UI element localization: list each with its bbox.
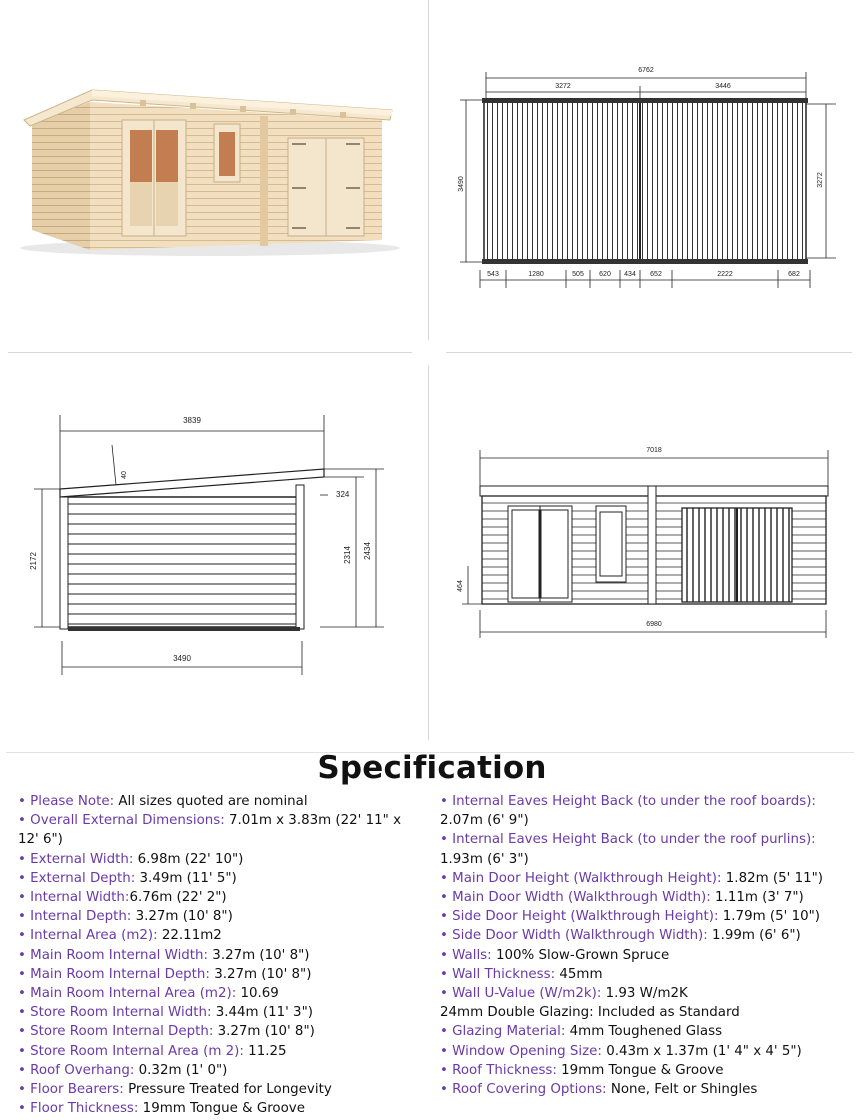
spec-item-label: • Internal Area (m2):	[18, 928, 158, 944]
plan-dim-top-left: 3272	[555, 83, 571, 90]
side-dim-inner-height: 2314	[343, 546, 352, 564]
spec-item-label: • Side Door Width (Walkthrough Width):	[440, 928, 708, 944]
spec-item-value: 10.69	[236, 986, 279, 1002]
side-dim-pitch: 40	[121, 471, 128, 479]
spec-item	[440, 1042, 850, 1061]
spec-item-label: • Roof Covering Options:	[440, 1082, 607, 1098]
spec-item-value: 1.79m (5' 10")	[718, 909, 820, 925]
spec-item-label: • Main Room Internal Depth:	[18, 966, 210, 982]
side-dim-width-top: 3839	[183, 416, 201, 425]
spec-list-right	[440, 792, 850, 1099]
spec-item	[440, 792, 850, 830]
spec-item-label: • Please Note:	[18, 794, 115, 809]
spec-item-label: • Internal Depth:	[18, 909, 132, 925]
spec-item-value: Pressure Treated for Longevity	[123, 1082, 332, 1098]
spec-item-value: 1.93m (6' 3")	[440, 851, 529, 867]
spec-item-label: • Main Door Height (Walkthrough Height):	[440, 870, 722, 886]
spec-item-value: 3.27m (10' 8")	[131, 909, 233, 925]
spec-item	[18, 1022, 418, 1041]
plan-drawing	[450, 60, 850, 300]
spec-item-value: 1.99m (6' 6")	[707, 928, 801, 944]
spec-item	[18, 888, 418, 907]
front-dim-width-bottom: 6980	[646, 621, 662, 628]
front-dim-width-top: 7018	[646, 447, 662, 454]
spec-item	[18, 926, 418, 945]
spec-item-value: 3.49m (11' 5")	[135, 870, 237, 886]
spec-item-value: 19mm Tongue & Groove	[556, 1062, 724, 1078]
spec-item-value: 0.32m (1' 0")	[134, 1062, 228, 1078]
spec-item-label: • Wall U-Value (W/m2k):	[440, 986, 602, 1002]
spec-item	[18, 965, 418, 984]
spec-item	[440, 1061, 850, 1080]
spec-item-label: • Glazing Material:	[440, 1024, 566, 1040]
spec-item-label: • External Depth:	[18, 870, 136, 886]
spec-item	[18, 792, 418, 811]
spec-item-value: 6.98m (22' 10")	[133, 851, 244, 867]
spec-item	[18, 811, 418, 849]
spec-item	[440, 984, 850, 1003]
spec-item-value: 0.43m x 1.37m (1' 4" x 4' 5")	[601, 1043, 802, 1059]
plan-dim-bottom-4: 620	[599, 271, 611, 278]
spec-item	[440, 869, 850, 888]
spec-item-label: • Internal Eaves Height Back (to under the roof purlins):	[440, 832, 816, 848]
grid-divider-vertical-top	[428, 0, 429, 340]
plan-dim-bottom-7: 2222	[717, 271, 733, 278]
spec-item-label: • Internal Eaves Height Back (to under the roof boards):	[440, 794, 816, 809]
spec-item-label: • Overall External Dimensions:	[18, 813, 225, 829]
spec-item	[440, 965, 850, 984]
spec-item-value: None, Felt or Shingles	[606, 1082, 758, 1098]
spec-item	[440, 1003, 850, 1022]
spec-item-value: 22.11m2	[157, 928, 222, 944]
spec-item-value: 1.82m (5' 11")	[721, 870, 824, 886]
spec-item-value: 3.27m (10' 8")	[209, 966, 312, 982]
spec-item	[440, 926, 850, 945]
spec-item	[440, 946, 850, 965]
spec-item	[18, 869, 418, 888]
spec-item-label: • Side Door Height (Walkthrough Height):	[440, 909, 719, 925]
spec-item	[18, 907, 418, 926]
spec-item-label: • Floor Bearers:	[18, 1082, 124, 1098]
spec-item-label: • Floor Thickness:	[18, 1101, 139, 1117]
spec-item	[440, 1022, 850, 1041]
spec-item	[18, 850, 418, 869]
spec-item-label: • Main Room Internal Width:	[18, 947, 209, 963]
side-dim-outer-height: 2434	[363, 542, 372, 560]
side-dim-width-bottom: 3490	[173, 654, 191, 663]
spec-list-left	[18, 792, 418, 1118]
spec-item-value: 4mm Toughened Glass	[565, 1024, 723, 1040]
side-dim-left-height: 2172	[29, 552, 38, 570]
spec-item-value: 1.11m (3' 7")	[710, 890, 804, 906]
front-elevation-drawing	[450, 440, 850, 640]
spec-item	[18, 1080, 418, 1099]
spec-item	[18, 1003, 418, 1022]
side-elevation-drawing	[20, 405, 420, 685]
spec-item-label: • Walls:	[440, 947, 492, 963]
spec-item-value: 6.76m (22' 2")	[129, 890, 227, 906]
grid-divider-horizontal-right	[446, 352, 852, 353]
plan-dim-bottom-1: 543	[487, 271, 499, 278]
spec-item-value: All sizes quoted are nominal	[114, 794, 308, 809]
spec-item-label: • Main Door Width (Walkthrough Width):	[440, 890, 711, 906]
spec-item-value: 3.44m (11' 3")	[211, 1005, 313, 1021]
plan-dim-overall: 6762	[638, 67, 654, 74]
plan-dim-bottom-6: 652	[650, 271, 662, 278]
spec-item-value: 45mm	[555, 966, 603, 982]
side-dim-overhang: 324	[336, 490, 350, 499]
spec-item	[440, 830, 850, 868]
cabin-render	[10, 80, 410, 260]
spec-item-value: 100% Slow-Grown Spruce	[491, 947, 670, 963]
spec-item	[18, 1061, 418, 1080]
spec-item-value: 11.25	[243, 1043, 287, 1059]
spec-item	[440, 888, 850, 907]
spec-item	[18, 984, 418, 1003]
spec-item-label: • Store Room Internal Depth:	[18, 1024, 214, 1040]
spec-item-label: • Main Room Internal Area (m2):	[18, 986, 237, 1002]
spec-item-label: • Window Opening Size:	[440, 1043, 602, 1059]
grid-divider-horizontal-left	[8, 352, 412, 353]
spec-item	[440, 907, 850, 926]
front-dim-sill: 464	[457, 580, 464, 592]
spec-item-label: • Store Room Internal Area (m 2):	[18, 1043, 244, 1059]
spec-item	[18, 1042, 418, 1061]
spec-item-value: 1.93 W/m2K	[601, 986, 688, 1002]
spec-item-label: • External Width:	[18, 851, 134, 867]
plan-dim-bottom-3: 505	[572, 271, 584, 278]
plan-dim-bottom-2: 1280	[528, 271, 544, 278]
spec-item	[18, 1099, 418, 1118]
spec-item	[440, 1080, 850, 1099]
spec-item-value: 3.27m (10' 8")	[208, 947, 310, 963]
spec-item-label: • Store Room Internal Width:	[18, 1005, 212, 1021]
spec-item-value: 3.27m (10' 8")	[213, 1024, 315, 1040]
plan-dim-bottom-5: 434	[624, 271, 636, 278]
plan-dim-bottom-8: 682	[788, 271, 800, 278]
spec-item-value: 24mm Double Glazing: Included as Standard	[440, 1005, 740, 1021]
spec-item-label: • Roof Thickness:	[440, 1062, 557, 1078]
plan-dim-top-right: 3446	[715, 83, 731, 90]
plan-dim-left-depth: 3490	[458, 176, 465, 192]
spec-title: Specification	[317, 750, 547, 786]
spec-item-label: • Wall Thickness:	[440, 966, 556, 982]
grid-divider-vertical-bottom	[428, 365, 429, 740]
spec-item-value: 19mm Tongue & Groove	[138, 1101, 305, 1117]
plan-dim-right-depth: 3272	[817, 172, 824, 188]
spec-item-value: 7.01m x 3.83m (22' 11" x 12' 6")	[18, 813, 401, 848]
spec-item-value: 2.07m (6' 9")	[440, 813, 529, 829]
spec-item	[18, 946, 418, 965]
spec-item-label: • Roof Overhang:	[18, 1062, 135, 1078]
spec-item-label: • Internal Width:	[18, 890, 130, 906]
